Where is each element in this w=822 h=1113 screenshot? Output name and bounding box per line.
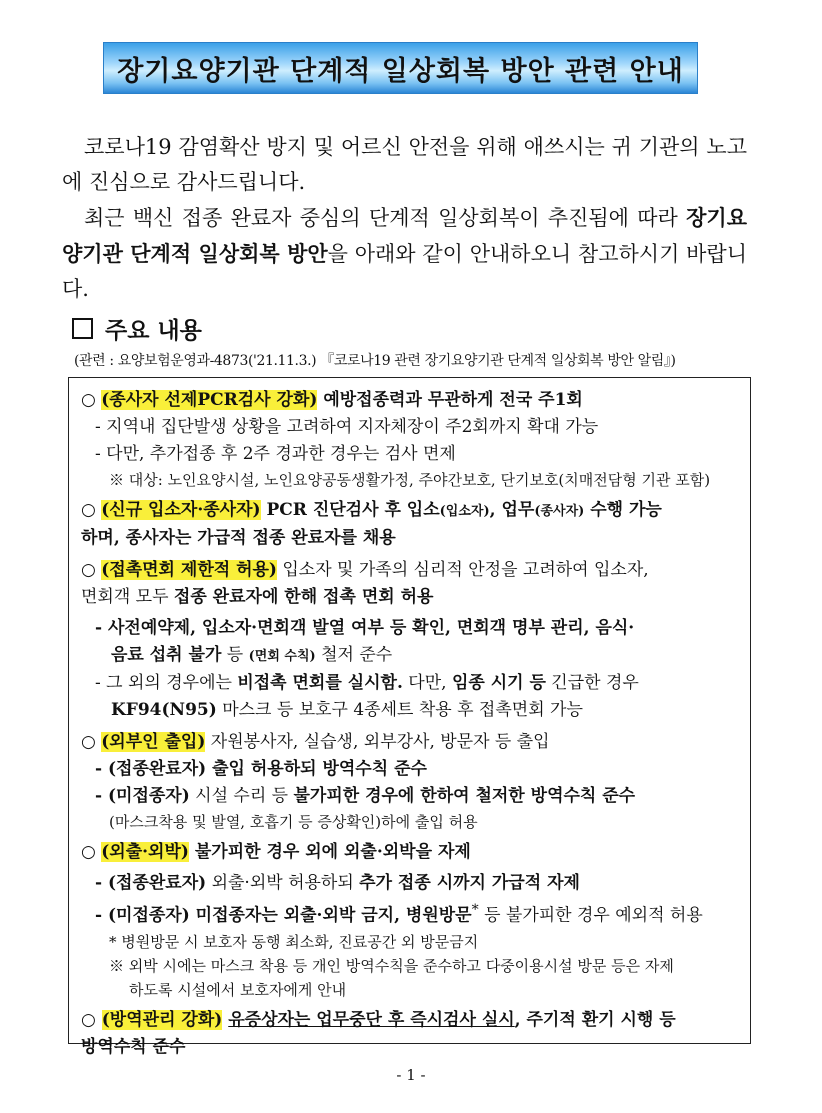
item-1-tag: (종사자 선제PCR검사 강화) xyxy=(101,390,318,410)
item-5 xyxy=(81,839,740,866)
item-6-line-2: 방역수칙 준수 xyxy=(81,1036,186,1057)
item-5-sub-1 xyxy=(81,870,740,897)
item-6-underlined: 유증상자는 업무중단 후 즉시검사 실시 xyxy=(228,1009,515,1030)
page-number: - 1 - xyxy=(396,1066,426,1084)
item-2-text-4: (종사자) xyxy=(534,504,585,519)
item-5-sub-1b: 외출·외박 허용하되 xyxy=(206,873,360,893)
item-6 xyxy=(81,1007,740,1034)
item-5-note-2: ※ 외박 시에는 마스크 착용 등 개인 방역수칙을 준수하고 다중이용시설 방문 등은 자제 xyxy=(109,956,674,975)
section-heading-text: 주요 내용 xyxy=(105,318,202,344)
item-3-sub-1b-d: 철저 준수 xyxy=(315,645,393,665)
square-bullet-icon xyxy=(72,318,93,339)
item-3-sub-1b-a: 음료 섭취 불가 xyxy=(111,645,222,665)
item-4-sub-2b: 시설 수리 등 xyxy=(189,786,294,806)
item-2-text-3: , 업무 xyxy=(489,500,535,520)
item-6-rest: , 주기적 환기 시행 등 xyxy=(514,1009,676,1030)
item-3-sub-1b-c: (면회 수칙) xyxy=(248,649,316,664)
title-banner xyxy=(103,42,698,94)
item-4-sub-2 xyxy=(81,783,740,810)
intro-p2-bold: 장기요양기관 단계적 일상회복 방안 xyxy=(62,205,747,266)
item-4 xyxy=(81,729,740,756)
item-1-sub-1: - 지역내 집단발생 상황을 고려하여 지자체장이 주2회까지 확대 가능 xyxy=(95,417,599,437)
item-1 xyxy=(81,387,740,414)
item-3-tag: (접촉면회 제한적 허용) xyxy=(101,560,277,580)
item-5-sub-2b: 등 불가피한 경우 예외적 허용 xyxy=(478,905,703,926)
item-5-note-2-cont: 하도록 시설에서 보호자에게 안내 xyxy=(129,980,347,999)
item-3-line-2a: 면회객 모두 xyxy=(81,587,174,607)
item-4-sub-2c: 불가피한 경우에 한하여 철저한 방역수칙 준수 xyxy=(293,786,636,806)
section-heading xyxy=(72,312,202,345)
item-2-text-5: 수행 가능 xyxy=(584,500,662,520)
intro-paragraph-2 xyxy=(62,200,747,307)
item-3-sub-2f: KF94(N95) xyxy=(111,700,217,720)
circle-bullet-icon: ○ xyxy=(81,560,96,580)
item-3-sub-2-cont xyxy=(81,697,740,724)
item-3-sub-2 xyxy=(81,670,740,697)
item-4-sub-3: (마스크착용 및 발열, 호흡기 등 증상확인)하에 출입 허용 xyxy=(109,813,478,831)
item-1-note: ※ 대상: 노인요양시설, 노인요양공동생활가정, 주야간보호, 단기보호(치매전담형 기관 포함) xyxy=(109,471,711,489)
circle-bullet-icon: ○ xyxy=(81,732,96,752)
item-4-sub-2a: - (미접종자) xyxy=(95,786,190,806)
item-3 xyxy=(81,557,740,584)
circle-bullet-icon: ○ xyxy=(81,1009,96,1030)
item-3-sub-2g: 마스크 등 보호구 4종세트 착용 후 접촉면회 가능 xyxy=(216,700,583,720)
circle-bullet-icon: ○ xyxy=(81,390,96,410)
item-2-tag: (신규 입소자·종사자) xyxy=(101,500,261,520)
item-4-sub-1: - (접종완료자) 출입 허용하되 방역수칙 준수 xyxy=(95,759,427,779)
item-3-sub-2d: 임종 시기 등 xyxy=(451,673,546,693)
item-3-sub-1: - 사전예약제, 입소자·면회객 발열 여부 등 확인, 면회객 명부 관리, 음식· xyxy=(95,618,635,638)
item-2-text-1: PCR 진단검사 후 입소 xyxy=(260,500,440,520)
item-5-sub-1a: - (접종완료자) xyxy=(95,873,207,893)
circle-bullet-icon: ○ xyxy=(81,842,96,862)
intro-section xyxy=(62,130,747,307)
item-5-note-1: * 병원방문 시 보호자 동행 최소화, 진료공간 외 방문금지 xyxy=(109,932,479,951)
item-5-sub-2a: - (미접종자) 미접종자는 외출·외박 금지, 병원방문 xyxy=(95,905,472,926)
document-title: 장기요양기관 단계적 일상회복 방안 관련 안내 xyxy=(117,55,684,87)
item-1-sub-2: - 다만, 추가접종 후 2주 경과한 경우는 검사 면제 xyxy=(95,444,456,464)
footnote-marker: * xyxy=(471,902,479,918)
item-5-text: 불가피한 경우 외에 외출·외박을 자제 xyxy=(188,842,471,862)
item-2-text-2: (입소자) xyxy=(439,504,490,519)
item-1-text: 예방접종력과 무관하게 전국 주1회 xyxy=(317,390,583,410)
item-5-sub-2 xyxy=(81,897,740,930)
reference-note: (관련 : 요양보험운영과-4873('21.11.3.) 『코로나19 관련 장기요양기관 단계적 일상회복 방안 알림』) xyxy=(74,353,676,369)
item-3-line-2b: 접종 완료자에 한해 접촉 면회 허용 xyxy=(173,587,434,607)
intro-paragraph-1: 코로나19 감염확산 방지 및 어르신 안전을 위해 애쓰시는 귀 기관의 노고에 진심으로 감사드립니다. xyxy=(62,135,747,194)
item-3-sub-2b: 비접촉 면회를 실시함. xyxy=(237,673,403,693)
item-5-tag: (외출·외박) xyxy=(101,842,189,862)
item-4-text: 자원봉사자, 실습생, 외부강사, 방문자 등 출입 xyxy=(205,732,550,752)
item-5-sub-1c: 추가 접종 시까지 가급적 자제 xyxy=(359,873,580,893)
item-2-line-2: 하며, 종사자는 가급적 접종 완료자를 채용 xyxy=(81,528,396,548)
item-3-sub-1-cont xyxy=(81,642,740,670)
circle-bullet-icon: ○ xyxy=(81,500,96,520)
item-4-tag: (외부인 출입) xyxy=(101,732,206,752)
item-2 xyxy=(81,497,740,525)
item-3-sub-2c: 다만, xyxy=(402,673,452,693)
intro-p2-rest: 을 아래와 같이 안내하오니 참고하시기 바랍니다. xyxy=(62,242,747,301)
item-3-text: 입소자 및 가족의 심리적 안정을 고려하여 입소자, xyxy=(276,560,649,580)
intro-p2-text: 최근 백신 접종 완료자 중심의 단계적 일상회복이 추진됨에 따라 xyxy=(84,206,678,230)
item-3-line-2 xyxy=(81,584,740,611)
main-content-box xyxy=(68,377,751,1057)
item-6-tag: (방역관리 강화) xyxy=(101,1009,223,1030)
item-3-sub-2e: 긴급한 경우 xyxy=(545,673,639,693)
item-3-sub-2a: - 그 외의 경우에는 xyxy=(95,673,238,693)
item-3-sub-1b-b: 등 xyxy=(221,645,249,665)
